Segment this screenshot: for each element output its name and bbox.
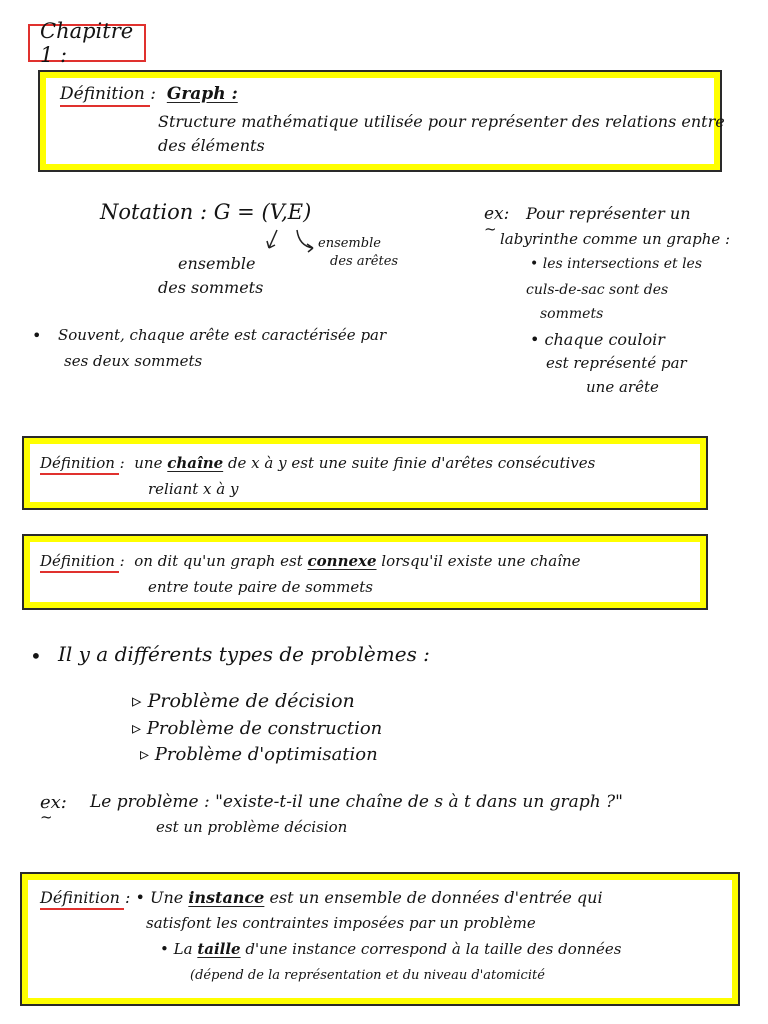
problem-item-construction: ▹ Problème de construction [132,718,383,739]
vertices-label-2: des sommets [158,278,264,297]
definition-box-instance [20,872,740,1006]
notation-text: Notation : G = (V,E) [100,200,312,224]
definition-post: lorsqu'il existe une chaîne [381,552,581,570]
definition-post: est un ensemble de données d'entrée qui [269,888,603,907]
example-item-1-line-1: • les intersections et les [530,256,703,272]
notation-bullet-icon: • [32,326,42,345]
problem-item-optimisation: ▹ Problème d'optimisation [140,744,378,765]
definition-term-taille: taille [197,940,241,958]
definition-box-inner [30,444,700,502]
definition-label: Définition : [60,84,156,104]
definition-text-line-2: des éléments [158,136,265,155]
definition-label: Définition : [40,454,125,472]
example2-tilde: ~ [40,808,53,826]
definition-box-inner [28,880,732,998]
definition-line-1 [40,454,595,472]
definition-line-1 [40,888,603,907]
definition-line-2: entre toute paire de sommets [148,578,373,596]
definition-line-1 [40,552,581,570]
definition-box-connexe [22,534,708,610]
example-item-2-line-2: est représenté par [546,354,687,372]
vertices-label-1: ensemble [178,254,256,273]
edges-label-2: des arêtes [330,254,399,269]
example2-ex-label: ex: [40,792,67,813]
definition-box-chaine [22,436,708,510]
definition-pre: on dit qu'un graph est [134,552,303,570]
chapter-title [28,19,146,67]
example-item-1-line-2: culs-de-sac sont des [526,282,669,298]
definition-header [60,84,238,104]
definition-pre: • Une [135,888,184,907]
definition-post: de x à y est une suite finie d'arêtes consécutives [227,454,596,472]
notation-arrows-icon [255,228,315,256]
definition-term: chaîne [167,454,224,472]
chapter-title-text: Chapitre 1 : [40,19,134,67]
example2-line-1: Le problème : "existe-t-il une chaîne de s à t dans un graph ?" [90,792,623,812]
definition-box-inner [46,78,725,164]
problems-bullet-icon: • [30,644,42,668]
definition-line-4: (dépend de la représentation et du niveau d'atomicité [190,968,545,983]
example-line-2: labyrinthe comme un graphe : [500,230,731,248]
definition-line-3: • La taille d'une instance correspond à la taille des données [160,940,622,958]
definition-term: instance [188,888,265,907]
problems-intro: Il y a différents types de problèmes : [58,642,430,666]
edges-label-1: ensemble [318,236,381,251]
example-item-1-line-3: sommets [540,306,604,322]
definition-term: Graph : [166,84,238,104]
notation-bullet-line-1: Souvent, chaque arête est caractérisée par [58,326,387,344]
definition-text-line-1: Structure mathématique utilisée pour représenter des relations entre [158,112,725,131]
problem-item-decision: ▹ Problème de décision [132,690,355,712]
definition-label: Définition : [40,552,125,570]
example2-line-2: est un problème décision [156,818,348,836]
definition-box-inner [30,542,700,602]
definition-label: Définition : [40,888,131,907]
definition-line-2: satisfont les contraintes imposées par un problème [146,914,536,932]
example-item-2-line-3: une arête [586,378,659,396]
example-ex-label: ex: [484,204,510,224]
definition-term: connexe [307,552,377,570]
example-line-1: Pour représenter un [526,204,691,223]
definition-line-2: reliant x à y [148,480,239,498]
example-item-2-line-1: • chaque couloir [530,330,665,349]
example-tilde: ~ [484,220,497,238]
definition-pre: une [134,454,163,472]
definition-box-graph [38,70,725,172]
notation-bullet-line-2: ses deux sommets [64,352,203,370]
